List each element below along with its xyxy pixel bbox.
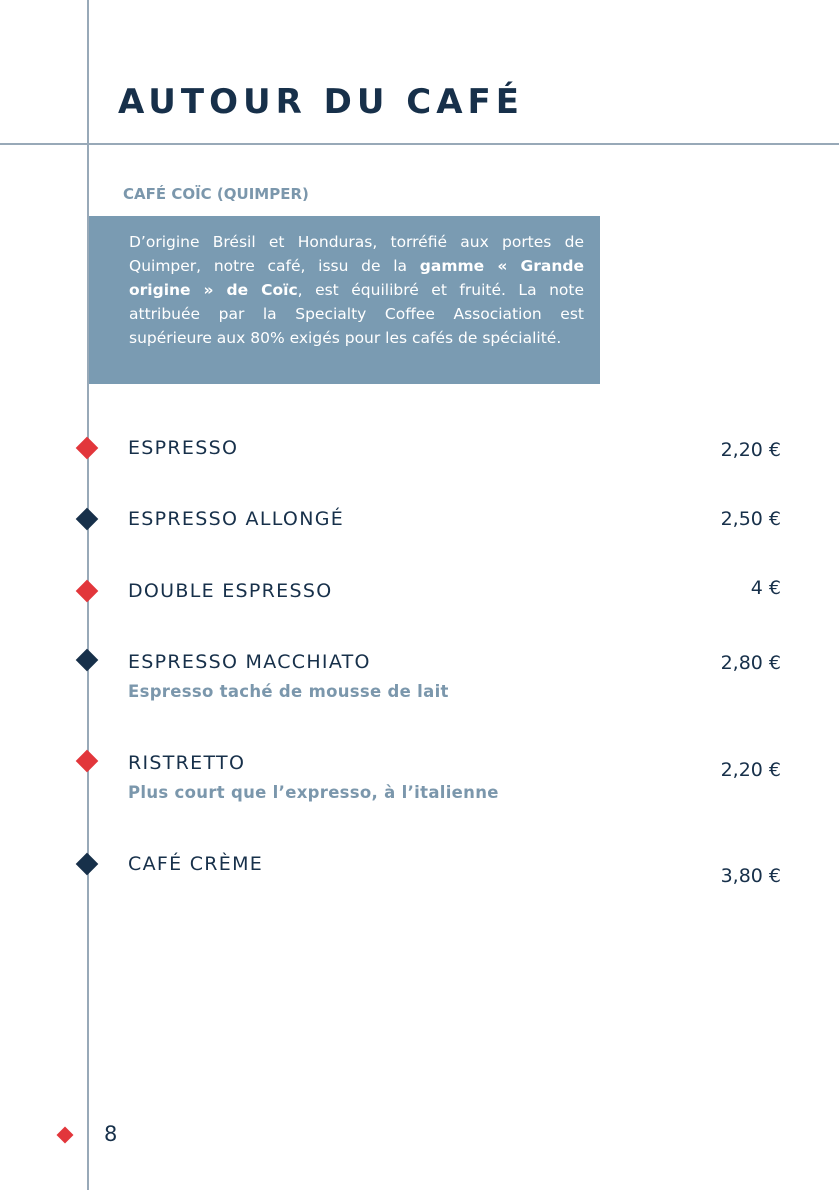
red-diamond-icon	[76, 580, 99, 603]
page-number: 8	[104, 1122, 118, 1146]
red-diamond-icon	[57, 1127, 74, 1144]
description-text: D’origine Brésil et Honduras, torréfié aux portes de Quimper, notre café, issu de la	[129, 233, 584, 275]
section-title: CAFÉ COÏC (QUIMPER)	[123, 185, 309, 203]
menu-item-subtitle: Espresso taché de mousse de lait	[128, 682, 449, 701]
red-diamond-icon	[76, 437, 99, 460]
description-text-end: , est équilibré et fruité. La note attribuée par la Specialty Coffee Association est supérieure aux 80% exigés pour les cafés de spécialité.	[129, 281, 584, 347]
menu-item-name: ESPRESSO MACCHIATO	[128, 651, 371, 673]
description-box	[89, 216, 600, 384]
menu-item-price: 2,50 €	[720, 508, 781, 530]
description-bold: gamme « Grande origine » de Coïc	[129, 257, 584, 299]
navy-diamond-icon	[76, 853, 99, 876]
menu-item-name: DOUBLE ESPRESSO	[128, 580, 333, 602]
menu-item-price: 3,80 €	[720, 865, 781, 887]
navy-diamond-icon	[76, 508, 99, 531]
menu-item-name: ESPRESSO ALLONGÉ	[128, 508, 345, 530]
page-title: AUTOUR DU CAFÉ	[118, 82, 524, 122]
horizontal-rule	[0, 143, 839, 145]
navy-diamond-icon	[76, 649, 99, 672]
red-diamond-icon	[76, 750, 99, 773]
menu-item-price: 2,20 €	[720, 759, 781, 781]
menu-item-price: 2,80 €	[720, 652, 781, 674]
menu-item-subtitle: Plus court que l’expresso, à l’italienne	[128, 783, 499, 802]
menu-item-price: 4 €	[750, 577, 781, 599]
menu-item-name: CAFÉ CRÈME	[128, 853, 264, 875]
menu-item-name: ESPRESSO	[128, 437, 239, 459]
menu-item-name: RISTRETTO	[128, 752, 246, 774]
menu-item-price: 2,20 €	[720, 439, 781, 461]
